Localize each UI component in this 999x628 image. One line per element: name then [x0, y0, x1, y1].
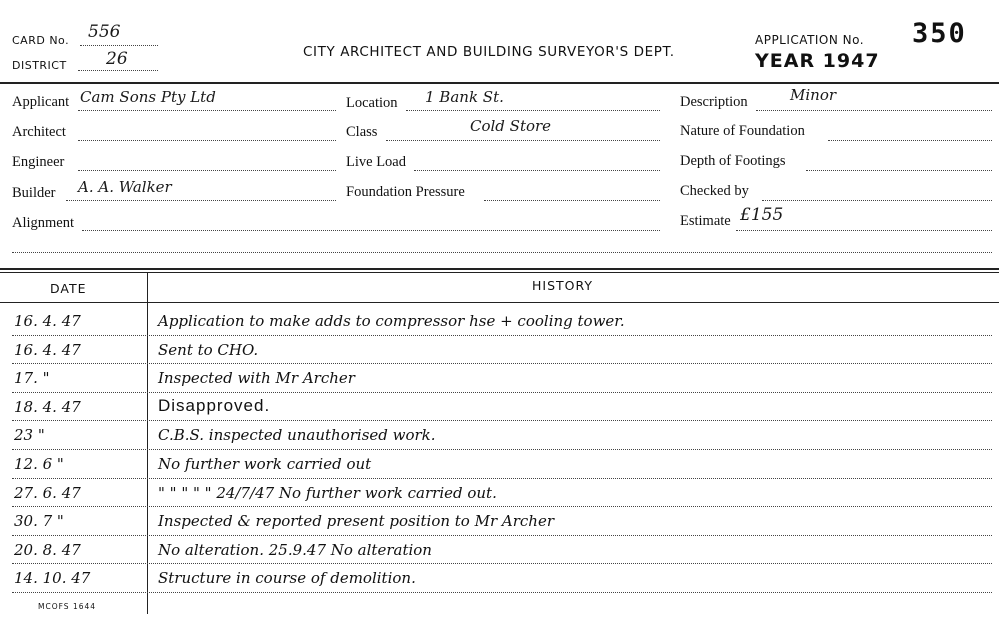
class-value: Cold Store: [470, 117, 552, 135]
year-label: YEAR 1947: [755, 50, 880, 72]
row-rule: [12, 506, 992, 507]
row-rule: [12, 563, 992, 564]
checked-by-dots: [762, 200, 992, 201]
district-value: 26: [106, 49, 128, 69]
row-history-text: Sent to CHO.: [158, 340, 259, 359]
engineer-label: Engineer: [12, 154, 65, 170]
description-value: Minor: [790, 86, 837, 104]
applicant-dots: [78, 110, 336, 111]
row-rule: [12, 535, 992, 536]
fields-bottom-dots: [12, 252, 992, 253]
architect-label: Architect: [12, 124, 66, 140]
location-label: Location: [346, 95, 398, 111]
row-history-text: Inspected & reported present position to Mr Archer: [158, 512, 555, 531]
nature-of-foundation-dots: [828, 140, 992, 141]
table-top-rule-inner: [0, 272, 999, 273]
engineer-dots: [78, 170, 336, 171]
location-value: 1 Bank St.: [425, 88, 504, 106]
applicant-label: Applicant: [12, 94, 70, 110]
estimate-dots: [736, 230, 992, 231]
row-date: 12. 6 ": [14, 455, 64, 473]
row-rule: [12, 478, 992, 479]
row-date: 16. 4. 47: [14, 340, 81, 359]
row-history-text: " " " " " 24/7/47 No further work carried out.: [158, 483, 497, 502]
table-top-rule: [0, 268, 999, 270]
depth-of-footings-dots: [806, 170, 992, 171]
row-rule: [12, 392, 992, 393]
class-dots: [386, 140, 660, 141]
card-no-dots: [80, 45, 158, 46]
row-history-text: No further work carried out: [158, 455, 372, 473]
foundation-pressure-dots: [484, 200, 660, 201]
row-rule: [12, 449, 992, 450]
checked-by-label: Checked by: [680, 183, 749, 199]
row-date: 17. ": [14, 369, 50, 388]
card-no-value: 556: [88, 22, 121, 42]
application-no-label: APPLICATION No.: [755, 33, 865, 47]
class-label: Class: [346, 124, 378, 140]
description-dots: [756, 110, 992, 111]
row-date: 16. 4. 47: [14, 312, 81, 330]
row-date: 27. 6. 47: [14, 483, 81, 502]
district-label: DISTRICT: [12, 59, 67, 72]
form-code: MCOFS 1644: [38, 602, 97, 611]
builder-label: Builder: [12, 185, 56, 201]
row-rule: [12, 420, 992, 421]
alignment-dots: [82, 230, 660, 231]
row-rule: [12, 592, 992, 593]
row-history-text: No alteration. 25.9.47 No alteration: [158, 540, 432, 559]
foundation-pressure-label: Foundation Pressure: [346, 184, 465, 200]
row-date: 23 ": [14, 426, 45, 445]
district-dots: [78, 70, 158, 71]
row-history-text: Disapproved.: [158, 395, 271, 415]
location-dots: [406, 110, 660, 111]
estimate-value: £155: [740, 205, 784, 225]
date-column-header: DATE: [50, 281, 87, 296]
table-header-rule: [0, 302, 999, 303]
row-history-text: Application to make adds to compressor hse + cooling tower.: [158, 312, 625, 330]
applicant-value: Cam Sons Pty Ltd: [80, 88, 216, 106]
row-history-text: Inspected with Mr Archer: [158, 369, 355, 388]
row-date: 30. 7 ": [14, 512, 64, 531]
row-rule: [12, 335, 992, 336]
row-history-text: Structure in course of demolition.: [158, 569, 416, 588]
history-column-header: HISTORY: [532, 278, 594, 293]
builder-dots: [66, 200, 336, 201]
alignment-label: Alignment: [12, 215, 75, 231]
builder-value: A. A. Walker: [78, 178, 172, 196]
depth-of-footings-label: Depth of Footings: [680, 153, 786, 169]
architect-dots: [78, 140, 336, 141]
live-load-label: Live Load: [346, 154, 406, 170]
row-history-text: C.B.S. inspected unauthorised work.: [158, 426, 436, 445]
department-title: CITY ARCHITECT AND BUILDING SURVEYOR'S DEPT.: [303, 44, 675, 60]
live-load-dots: [414, 170, 660, 171]
card-no-label: CARD No.: [12, 34, 70, 47]
row-date: 18. 4. 47: [14, 397, 81, 416]
header-rule: [0, 82, 999, 84]
nature-of-foundation-label: Nature of Foundation: [680, 123, 805, 139]
description-label: Description: [680, 94, 748, 110]
row-date: 14. 10. 47: [14, 569, 91, 588]
estimate-label: Estimate: [680, 213, 731, 229]
row-rule: [12, 363, 992, 364]
application-no-value: 350: [912, 18, 967, 49]
row-date: 20. 8. 47: [14, 540, 81, 559]
